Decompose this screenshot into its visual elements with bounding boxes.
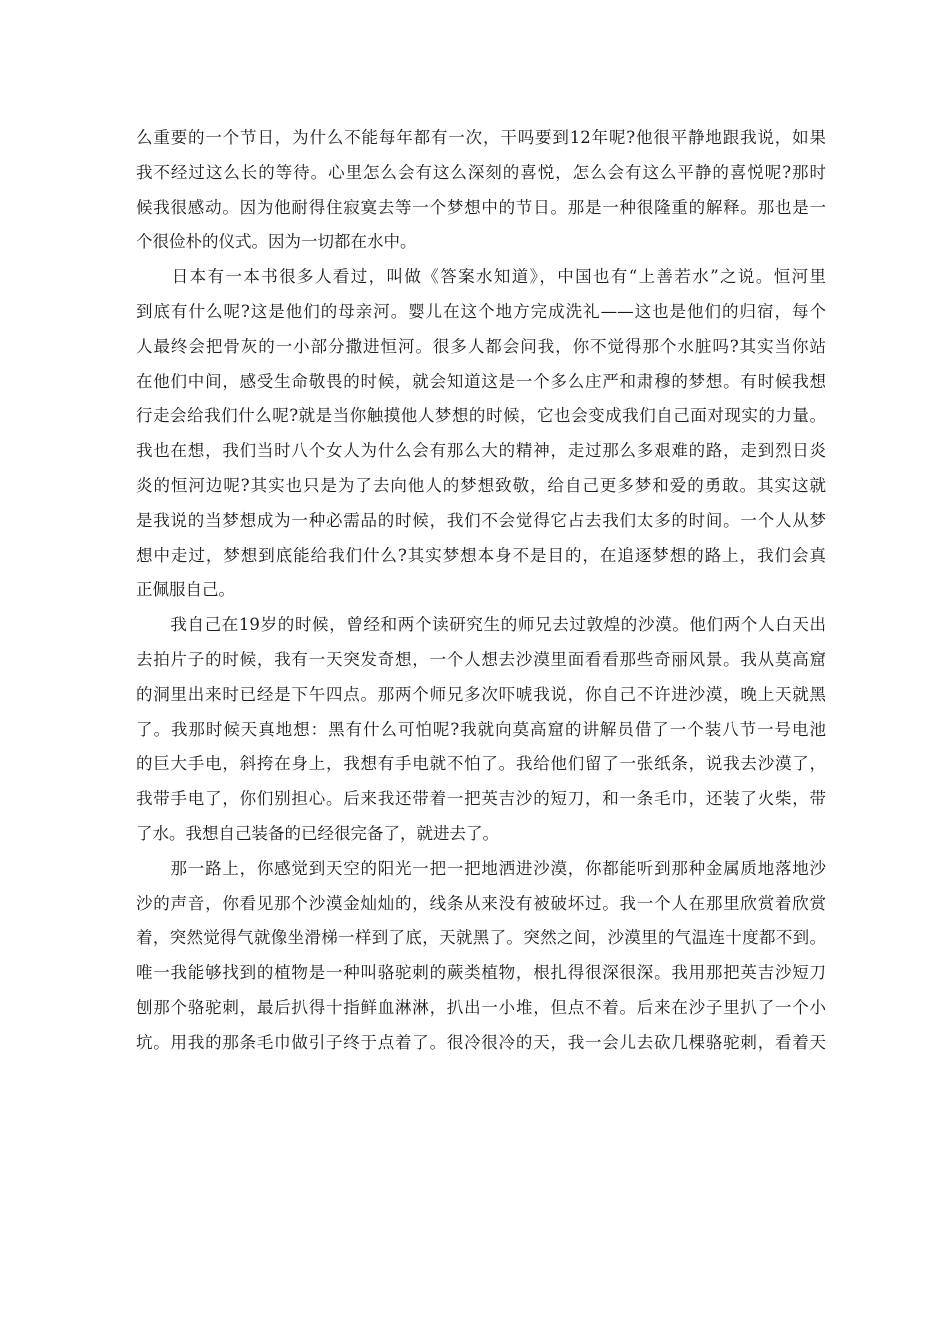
text-line: 的洞里出来时已经是下午四点。那两个师兄多次吓唬我说，你自己不许进沙漠，晚上天就黑 bbox=[136, 684, 826, 704]
text-line: 刨那个骆驼刺，最后扒得十指鲜血淋淋，扒出一小堆，但点不着。后来在沙子里扒了一个小 bbox=[136, 997, 826, 1017]
text-line: 炎的恒河边呢?其实也只是为了去向他人的梦想致敬，给自己更多梦和爱的勇敢。其实这就 bbox=[136, 475, 826, 495]
text-line: 到底有什么呢?这是他们的母亲河。婴儿在这个地方完成洗礼——这也是他们的归宿，每个 bbox=[136, 301, 826, 321]
text-line: 在他们中间，感受生命敬畏的时候，就会知道这是一个多么庄严和肃穆的梦想。有时候我想 bbox=[136, 371, 826, 391]
text-line: 正佩服自己。 bbox=[136, 580, 235, 600]
text-line: 了。我那时候天真地想：黑有什么可怕呢?我就向莫高窟的讲解员借了一个装八节一号电池 bbox=[136, 719, 826, 739]
paragraph bbox=[136, 608, 826, 852]
text-line: 日本有一本书很多人看过，叫做《答案水知道》，中国也有“上善若水”之说。恒河里 bbox=[136, 267, 826, 287]
text-line: 去拍片子的时候，我有一天突发奇想，一个人想去沙漠里面看看那些奇丽风景。我从莫高窟 bbox=[136, 649, 826, 669]
text-line: 我也在想，我们当时八个女人为什么会有那么大的精神，走过那么多艰难的路，走到烈日炎 bbox=[136, 441, 826, 461]
text-line: 我自己在19岁的时候，曾经和两个读研究生的师兄去过敦煌的沙漠。他们两个人白天出 bbox=[136, 615, 826, 635]
paragraph bbox=[136, 852, 826, 1061]
text-line: 是我说的当梦想成为一种必需品的时候，我们不会觉得它占去我们太多的时间。一个人从梦 bbox=[136, 510, 826, 530]
text-line: 想中走过，梦想到底能给我们什么?其实梦想本身不是目的，在追逐梦想的路上，我们会真 bbox=[136, 545, 826, 565]
paragraph bbox=[136, 260, 826, 608]
text-line: 我不经过这么长的等待。心里怎么会有这么深刻的喜悦，怎么会有这么平静的喜悦呢?那时 bbox=[136, 162, 826, 182]
text-line: 那一路上，你感觉到天空的阳光一把一把地洒进沙漠，你都能听到那种金属质地落地沙 bbox=[136, 858, 826, 878]
paragraph bbox=[136, 121, 826, 260]
text-line: 沙的声音，你看见那个沙漠金灿灿的，线条从来没有被破坏过。我一个人在那里欣赏着欣赏 bbox=[136, 893, 826, 913]
text-line: 了水。我想自己装备的已经很完备了，就进去了。 bbox=[136, 823, 499, 843]
text-line: 个很俭朴的仪式。因为一切都在水中。 bbox=[136, 232, 417, 252]
text-line: 行走会给我们什么呢?就是当你触摸他人梦想的时候，它也会变成我们自己面对现实的力量。 bbox=[136, 406, 826, 426]
text-line: 么重要的一个节日，为什么不能每年都有一次，干吗要到12年呢?他很平静地跟我说，如果 bbox=[136, 128, 826, 147]
text-line: 的巨大手电，斜挎在身上，我想有手电就不怕了。我给他们留了一张纸条，说我去沙漠了， bbox=[136, 754, 826, 774]
text-line: 坑。用我的那条毛巾做引子终于点着了。很冷很冷的天，我一会儿去砍几棵骆驼刺，看着天 bbox=[136, 1032, 826, 1052]
text-line: 候我很感动。因为他耐得住寂寞去等一个梦想中的节日。那是一种很隆重的解释。那也是一 bbox=[136, 197, 826, 217]
text-line: 着，突然觉得气就像坐滑梯一样到了底，天就黑了。突然之间，沙漠里的气温连十度都不到。 bbox=[136, 928, 826, 948]
text-line: 唯一我能够找到的植物是一种叫骆驼刺的蕨类植物，根扎得很深很深。我用那把英吉沙短刀 bbox=[136, 963, 826, 983]
text-line: 我带手电了，你们别担心。后来我还带着一把英吉沙的短刀，和一条毛巾，还装了火柴，带 bbox=[136, 789, 826, 809]
text-line: 人最终会把骨灰的一小部分撒进恒河。很多人都会问我，你不觉得那个水脏吗?其实当你站 bbox=[136, 336, 826, 356]
document-body bbox=[136, 121, 826, 1061]
